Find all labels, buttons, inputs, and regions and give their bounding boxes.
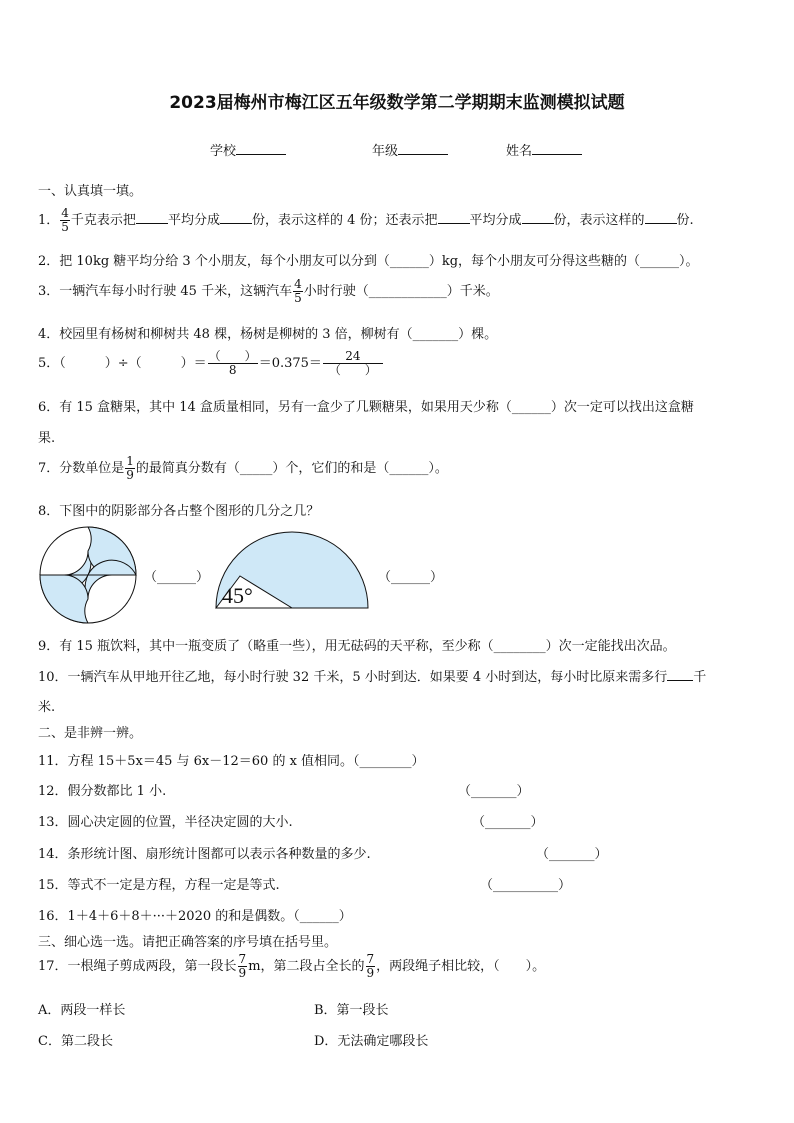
q7-fraction (125, 455, 135, 482)
question-17 (38, 953, 545, 980)
q1-den: 5 (61, 220, 69, 234)
q3-den: 5 (294, 291, 302, 305)
q1-blank-4[interactable] (522, 212, 554, 224)
school-blank[interactable] (236, 143, 286, 155)
q17-num-2: 7 (366, 952, 375, 966)
question-3 (38, 278, 499, 305)
option-d[interactable]: D．无法确定哪段长 (314, 1034, 429, 1049)
q5-fraction-1 (208, 350, 258, 377)
q17-text-a: 17．一根绳子剪成两段，第一段长 (38, 959, 237, 974)
question-13: 13．圆心决定圆的位置，半径决定圆的大小. (38, 815, 293, 830)
grade-label: 年级 (372, 144, 399, 159)
q1-text-d: 份，表示这样的 4 份；还表示把 (251, 213, 438, 228)
q1-text-c: 平均分成 (167, 213, 220, 228)
q1-text-b: 千克表示把 (70, 213, 136, 228)
q17-fraction-1 (238, 953, 248, 980)
q3-num: 4 (294, 277, 302, 291)
q1-text-g: 份. (676, 213, 694, 228)
q12-blank[interactable]: （_______） (458, 784, 530, 799)
question-16: 16．1＋4＋6＋8＋···＋2020 的和是偶数。（______） (38, 909, 352, 924)
q13-blank[interactable]: （_______） (472, 815, 544, 830)
q17-text-b: m，第二段占全长的 (248, 959, 365, 974)
name-field (506, 140, 582, 159)
q17-text-c: ，两段绳子相比较，（ ）。 (376, 959, 546, 974)
q5-num-1: （ ） (208, 349, 257, 363)
q8-blank-2[interactable]: （______） (378, 570, 444, 585)
q1-fraction (60, 207, 70, 234)
grade-blank[interactable] (398, 143, 448, 155)
q1-blank-1[interactable] (136, 212, 168, 224)
q1-text-f: 份，表示这样的 (553, 213, 645, 228)
question-10 (38, 666, 706, 685)
q14-blank[interactable]: （_______） (536, 847, 608, 862)
q7-text-a: 7．分数单位是 (38, 461, 125, 476)
q17-num-1: 7 (238, 952, 247, 966)
q5-fraction-2 (323, 350, 383, 377)
q3-fraction (293, 278, 303, 305)
section-1-heading: 一、认真填一填。 (38, 184, 143, 199)
section-2-heading: 二、是非辨一辨。 (38, 726, 143, 741)
q1-blank-3[interactable] (438, 212, 470, 224)
q5-num-2: 24 (323, 350, 383, 364)
grade-field (372, 140, 448, 159)
q10-text-a: 10．一辆汽车从甲地开往乙地，每小时行驶 32 千米，5 小时到达．如果要 4 小时到达，每小时比原来需多行 (38, 670, 668, 685)
school-field (210, 140, 286, 159)
q1-num: 4 (61, 206, 69, 220)
q10-blank[interactable] (667, 669, 693, 681)
option-c[interactable]: C．第二段长 (38, 1034, 113, 1049)
question-12: 12．假分数都比 1 小. (38, 784, 167, 799)
q1-number: 1． (38, 213, 60, 228)
question-4: 4．校园里有杨树和柳树共 48 棵，杨树是柳树的 3 倍，柳树有（_______）棵。 (38, 327, 498, 342)
q1-text-e: 平均分成 (469, 213, 522, 228)
question-11: 11．方程 15＋5x＝45 与 6x－12＝60 的 x 值相同。（________） (38, 754, 425, 769)
option-b[interactable]: B．第一段长 (314, 1003, 389, 1018)
question-6: 6．有 15 盒糖果，其中 14 盒质量相同，另有一盒少了几颗糖果，如果用天少称（______）次一定可以找出这盒糖 (38, 400, 694, 415)
q15-blank[interactable]: （__________） (480, 878, 572, 893)
question-8: 8．下图中的阴影部分各占整个图形的几分之几？ (38, 504, 320, 519)
q5-text-b: ＝0.375＝ (258, 356, 322, 371)
school-label: 学校 (210, 144, 237, 159)
question-9: 9．有 15 瓶饮料，其中一瓶变质了（略重一些），用无砝码的天平称，至少称（________）次一定能找出次品。 (38, 639, 676, 654)
question-15: 15．等式不一定是方程，方程一定是等式. (38, 878, 280, 893)
question-7 (38, 455, 448, 482)
q17-den-1: 9 (238, 966, 247, 980)
yin-yang-circle-figure (38, 525, 138, 625)
question-6-cont: 果. (38, 431, 56, 446)
q8-blank-1[interactable]: （______） (144, 570, 210, 585)
q7-text-b: 的最简真分数有（_____）个，它们的和是（______）。 (135, 461, 448, 476)
question-1 (38, 207, 694, 234)
q7-num: 1 (126, 454, 134, 468)
q3-text-b: 小时行驶（____________）千米。 (303, 284, 499, 299)
page-title: 2023届梅州市梅江区五年级数学第二学期期末监测模拟试题 (169, 93, 625, 113)
q10-text-b: 千 (693, 670, 707, 685)
q7-den: 9 (126, 468, 134, 482)
shaded-petal-4 (40, 575, 88, 623)
q5-den-1: 8 (228, 363, 237, 377)
q5-text-a: 5．（ ）÷（ ）＝ (38, 356, 207, 371)
name-label: 姓名 (506, 144, 533, 159)
question-14: 14．条形统计图、扇形统计图都可以表示各种数量的多少. (38, 847, 371, 862)
section-3-heading: 三、细心选一选。请把正确答案的序号填在括号里。 (38, 935, 338, 950)
option-a[interactable]: A．两段一样长 (38, 1003, 126, 1018)
question-10-cont: 米. (38, 700, 56, 715)
q1-blank-2[interactable] (220, 212, 252, 224)
q17-fraction-2 (366, 953, 376, 980)
question-2: 2．把 10kg 糖平均分给 3 个小朋友，每个小朋友可以分到（______）kg，每个小朋友可分得这些糖的（______）。 (38, 254, 699, 269)
q17-den-2: 9 (366, 966, 375, 980)
q3-text-a: 3．一辆汽车每小时行驶 45 千米，这辆汽车 (38, 284, 293, 299)
name-blank[interactable] (532, 143, 582, 155)
q5-den-2: （ ） (328, 363, 377, 377)
question-5 (38, 350, 384, 377)
angle-label: 45° (222, 583, 253, 608)
q1-blank-5[interactable] (645, 212, 677, 224)
